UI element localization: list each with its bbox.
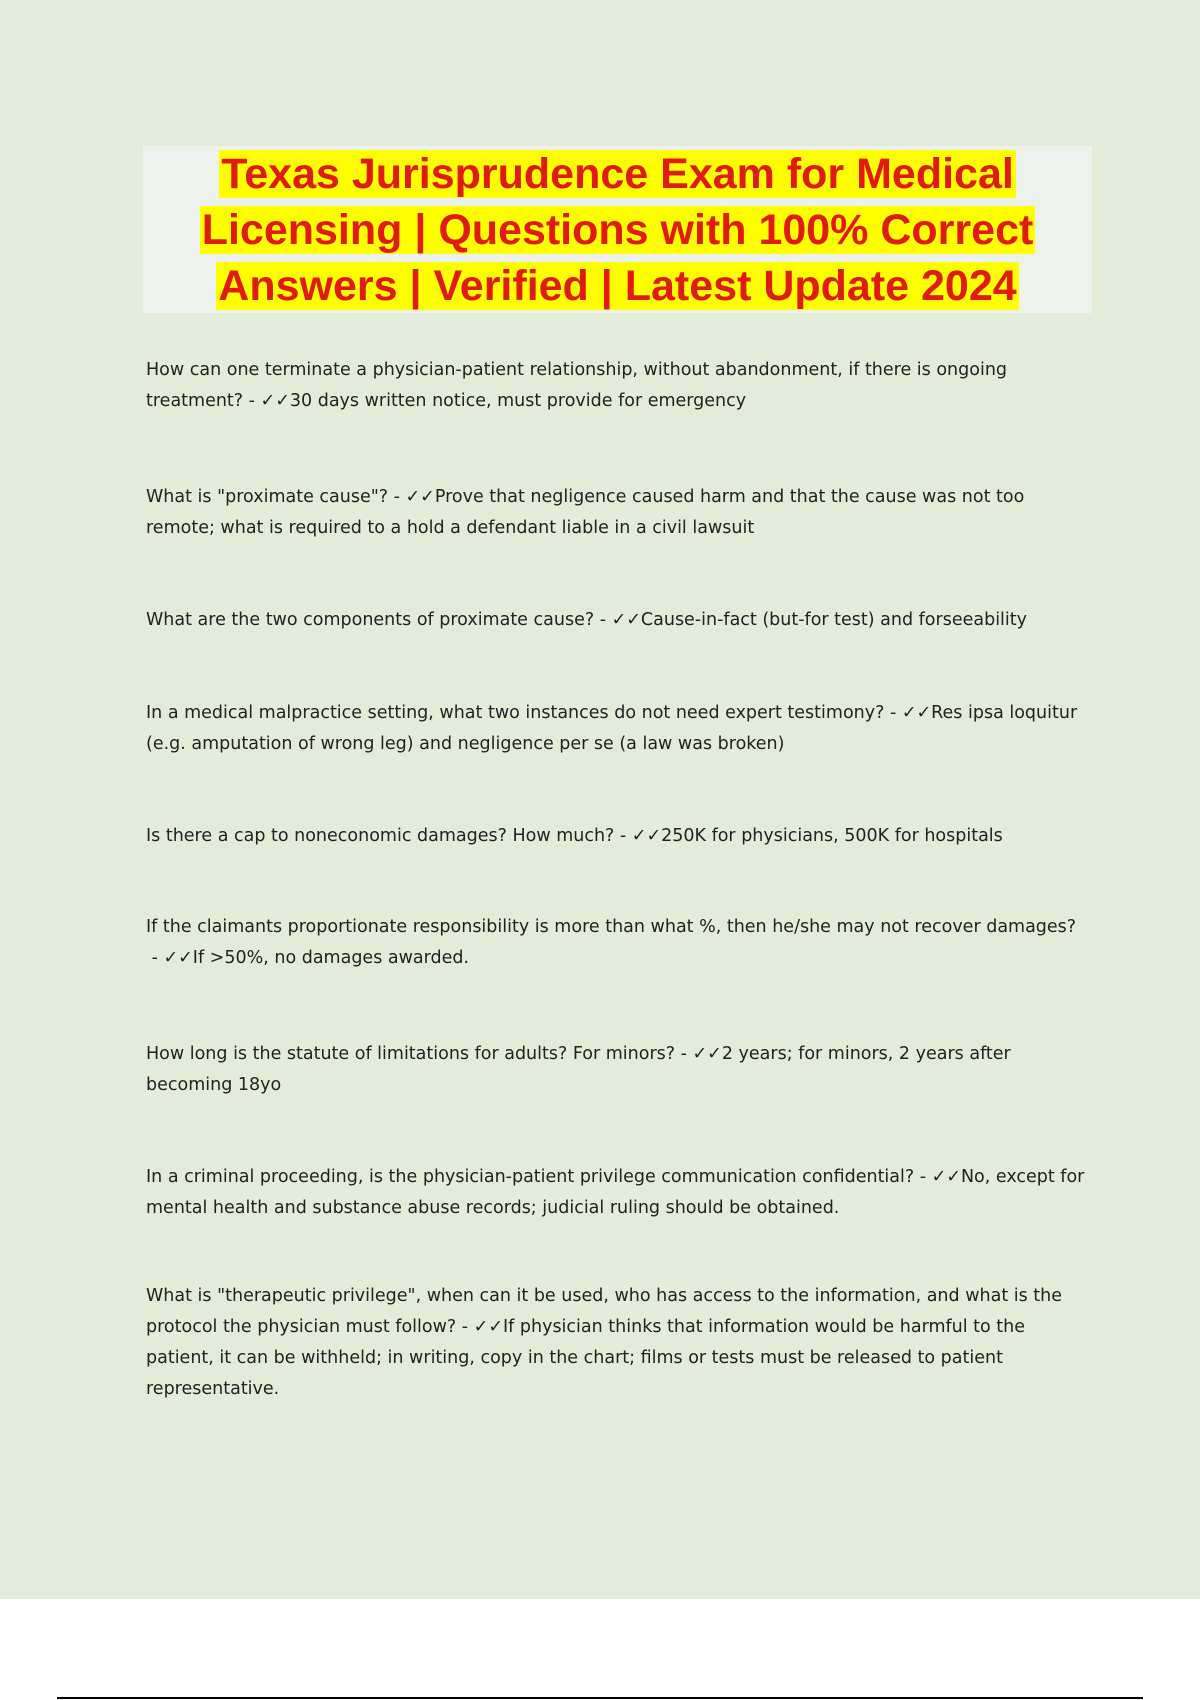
check-icon: ✓✓ [931, 1167, 961, 1187]
question-text: What is "proximate cause"? [146, 487, 389, 507]
check-icon: ✓✓ [901, 703, 932, 723]
answer-text: Res ipsa loquitur (e.g. amputation of wrong leg) and negligence per se (a law was broken) [146, 703, 1078, 754]
check-icon: ✓✓ [692, 1044, 722, 1064]
answer-text: If physician thinks that information would be harmful to the patient, it can be withheld; in writing, copy in the chart; films or tests must be released to patient representative. [146, 1317, 1026, 1399]
question-text: If the claimants proportionate responsibility is more than what %, then he/she may not recover damages? [146, 917, 1077, 937]
qa-item-4 [146, 698, 1096, 760]
answer-text: 2 years; for minors, 2 years after becoming 18yo [146, 1044, 1011, 1095]
question-text: What is "therapeutic privilege", when can it be used, who has access to the information, and what is the protocol the physician must follow? [146, 1286, 1063, 1337]
question-text: In a criminal proceeding, is the physician-patient privilege communication confidential? [146, 1167, 915, 1187]
check-icon: ✓✓ [611, 610, 641, 630]
check-icon: ✓✓ [163, 948, 193, 968]
qa-item-1 [146, 355, 1096, 417]
title-highlight: Texas Jurisprudence Exam for Medical Licensing | Questions with 100% Correct Answers | Verified | Latest Update 2024 [201, 149, 1034, 310]
question-text: What are the two components of proximate cause? [146, 610, 595, 630]
qa-item-8 [146, 1162, 1096, 1224]
separator: - [456, 1317, 474, 1337]
separator: - [594, 610, 612, 630]
qa-item-9 [146, 1281, 1096, 1405]
check-icon: ✓✓ [631, 826, 662, 846]
question-text: How long is the statute of limitations for adults? For minors? [146, 1044, 676, 1064]
qa-item-6 [146, 912, 1096, 974]
separator: - [243, 391, 261, 411]
question-text: Is there a cap to noneconomic damages? How much? [146, 826, 615, 846]
separator: - [914, 1167, 932, 1187]
qa-item-3 [146, 605, 1096, 636]
question-text: How can one terminate a physician-patient relationship, without abandonment, if there is ongoing treatment? [146, 360, 1008, 411]
answer-text: No, except for mental health and substance abuse records; judicial ruling should be obtained. [146, 1167, 1085, 1218]
qa-item-7 [146, 1039, 1096, 1101]
separator: - [614, 826, 632, 846]
question-text: In a medical malpractice setting, what two instances do not need expert testimony? [146, 703, 885, 723]
answer-text: Cause-in-fact (but-for test) and forseeability [640, 610, 1027, 630]
answer-text: 250K for physicians, 500K for hospitals [661, 826, 1003, 846]
separator: - [146, 948, 164, 968]
separator: - [675, 1044, 693, 1064]
check-icon: ✓✓ [260, 391, 290, 411]
check-icon: ✓✓ [473, 1317, 503, 1337]
separator: - [884, 703, 902, 723]
title-box [143, 146, 1092, 313]
answer-text: If >50%, no damages awarded. [192, 948, 470, 968]
qa-item-2 [146, 482, 1096, 544]
qa-item-5 [146, 821, 1096, 852]
answer-text: Prove that negligence caused harm and that the cause was not too remote; what is required to a hold a defendant liable in a civil lawsuit [146, 487, 1025, 538]
separator: - [388, 487, 406, 507]
check-icon: ✓✓ [405, 487, 435, 507]
document-title [153, 146, 1082, 314]
answer-text: 30 days written notice, must provide for emergency [289, 391, 747, 411]
footer-divider [57, 1697, 1143, 1699]
